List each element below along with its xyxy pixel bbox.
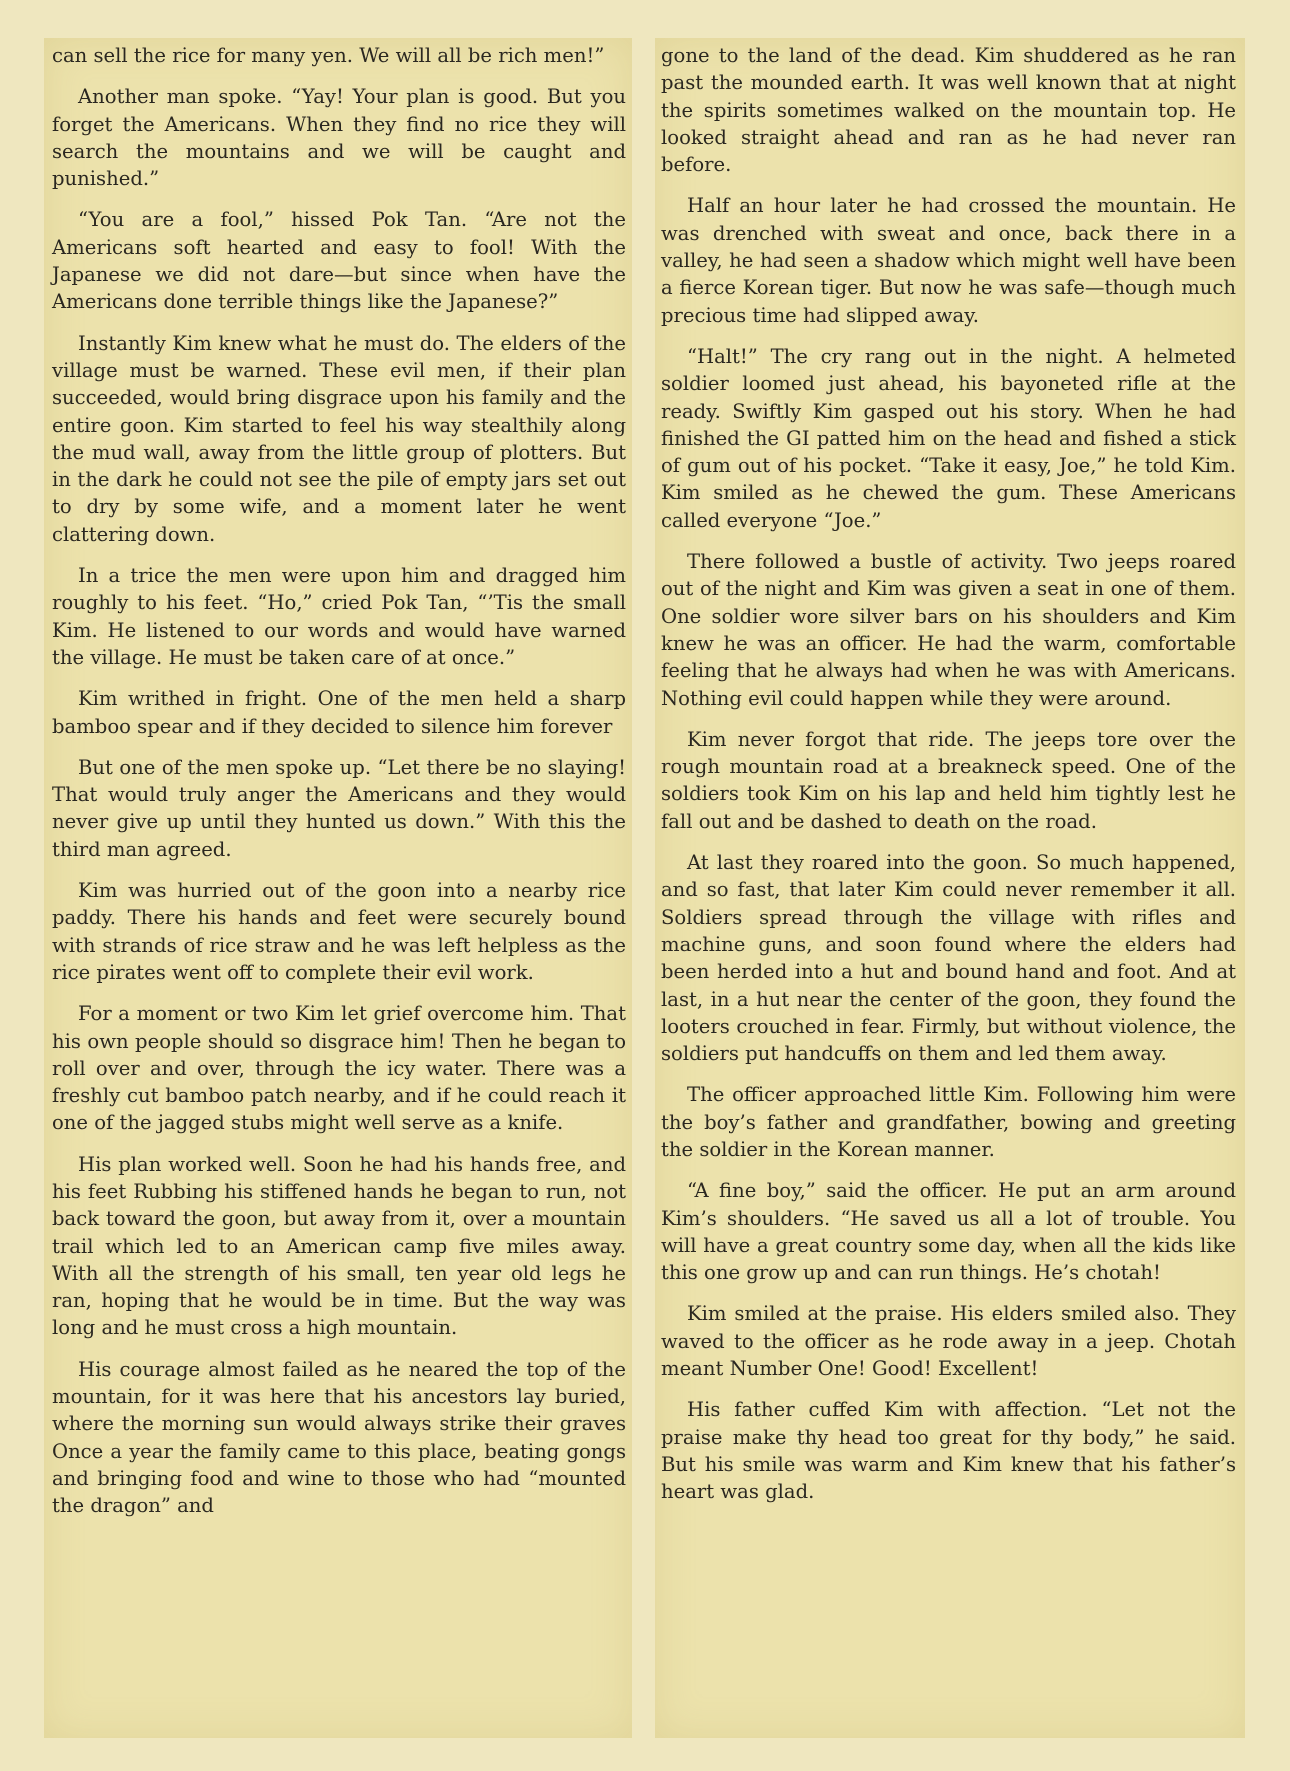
paragraph: gone to the land of the dead. Kim shuddered as he ran past the mounded earth. It was well known that at night the spirits sometimes walked on the mountain top. He looked straight ahead and ran as he had never ran before. xyxy=(661,44,1236,177)
paragraph: His courage almost failed as he neared the top of the mountain, for it was here that his ancestors lay buried, where the morning sun would always strike their graves Once a year the family came to this place, beating gongs and bringing food and wine to those who had “mounted the dragon” and xyxy=(52,1357,626,1518)
paragraph: Kim smiled at the praise. His elders smiled also. They waved to the officer as he rode away in a jeep. Chotah meant Number One! Good! Excellent! xyxy=(661,1302,1236,1381)
paragraph: His plan worked well. Soon he had his hands free, and his feet Rubbing his stiffened hands he began to run, not back toward the goon, but away from it, over a mountain trail which led to an American camp five miles away. With all the strength of his small, ten year old legs he ran, hoping that he would be in time. But the way was long and he must cross a high mountain. xyxy=(52,1152,626,1340)
paragraph: “You are a fool,” hissed Pok Tan. “Are not the Americans soft hearted and easy to fool! With the Japanese we did not dare—but since when have the Americans done terrible things like the Japanese?” xyxy=(52,208,626,314)
paragraph: Half an hour later he had crossed the mountain. He was drenched with sweat and once, back there in a valley, he had seen a shadow which might well have been a fierce Korean tiger. But now he was safe—though much precious time had slipped away. xyxy=(661,194,1236,327)
paragraph: At last they roared into the goon. So much happened, and so fast, that later Kim could never remember it all. Soldiers spread through the village with rifles and machine guns, and soon found where the elders had been herded into a hut and bound hand and foot. And at last, in a hut near the center of the goon, they found the looters crouched in fear. Firmly, but without violence, the soldiers put handcuffs on them and led them away. xyxy=(661,851,1236,1066)
paragraph: Kim writhed in fright. One of the men held a sharp bamboo spear and if they decided to silence him forever xyxy=(52,687,626,738)
paragraph: can sell the rice for many yen. We will all be rich men!” xyxy=(52,44,605,67)
paragraph: Instantly Kim knew what he must do. The elders of the village must be warned. These evil men, if their plan succeeded, would bring disgrace upon his family and the entire goon. Kim started to feel his way stealthily along the mud wall, away from the little group of plotters. But in the dark he could not see the pile of empty jars set out to dry by some wife, and a moment later he went clattering down. xyxy=(52,331,626,546)
paragraph: “Halt!” The cry rang out in the night. A helmeted soldier loomed just ahead, his bayoneted rifle at the ready. Swiftly Kim gasped out his story. When he had finished the GI patted him on the head and fished a stick of gum out of his pocket. “Take it easy, Joe,” he told Kim. Kim smiled as he chewed the gum. These Americans called everyone “Joe.” xyxy=(661,344,1236,532)
paragraph: The officer approached little Kim. Following him were the boy’s father and grandfather, bowing and greeting the soldier in the Korean manner. xyxy=(661,1083,1236,1161)
paragraph: There followed a bustle of activity. Two jeeps roared out of the night and Kim was given a seat in one of them. One soldier wore silver bars on his shoulders and Kim knew he was an officer. He had the warm, comfortable feeling that he always had when he was with Americans. Nothing evil could happen while they were around. xyxy=(661,550,1236,710)
left-column xyxy=(52,42,626,1534)
paragraph: But one of the men spoke up. “Let there be no slaying! That would truly anger the Americans and they would never give up until they hunted us down.” With this the third man agreed. xyxy=(52,755,626,861)
paragraph: For a moment or two Kim let grief overcome him. That his own people should so disgrace him! Then he began to roll over and over, through the icy water. There was a freshly cut bamboo patch nearby, and if he could reach it one of the jagged stubs might well serve as a knife. xyxy=(52,1002,626,1135)
right-column xyxy=(661,42,1236,1520)
paragraph: Another man spoke. “Yay! Your plan is good. But you forget the Americans. When they find no rice they will search the mountains and we will be caught and punished.” xyxy=(52,85,626,191)
paragraph: His father cuffed Kim with affection. “Let not the praise make thy head too great for thy body,” he said. But his smile was warm and Kim knew that his father’s heart was glad. xyxy=(661,1398,1236,1504)
paragraph: In a trice the men were upon him and dragged him roughly to his feet. “Ho,” cried Pok Tan, “’Tis the small Kim. He listened to our words and would have warned the village. He must be taken care of at once.” xyxy=(52,564,626,669)
paragraph: Kim never forgot that ride. The jeeps tore over the rough mountain road at a breakneck speed. One of the soldiers took Kim on his lap and held him tightly lest he fall out and be dashed to death on the road. xyxy=(661,727,1236,833)
paragraph: “A fine boy,” said the officer. He put an arm around Kim’s shoulders. “He saved us all a lot of trouble. You will have a great country some day, when all the kids like this one grow up and can run things. He’s chotah! xyxy=(661,1179,1236,1285)
paragraph: Kim was hurried out of the goon into a nearby rice paddy. There his hands and feet were securely bound with strands of rice straw and he was left helpless as the rice pirates went off to complete their evil work. xyxy=(52,879,626,984)
